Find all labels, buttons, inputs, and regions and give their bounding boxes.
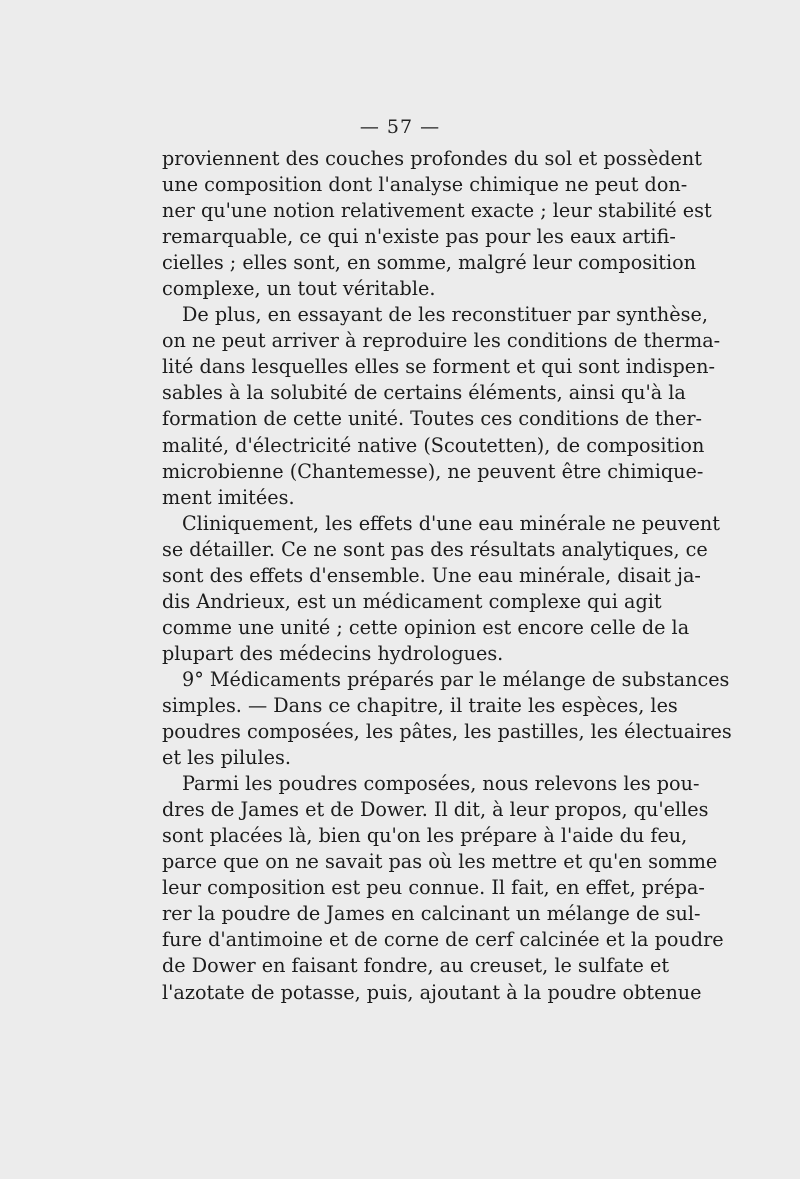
page-number: — 57 — (359, 116, 441, 138)
text-line: poudres composées, les pâtes, les pastilles, les électuaires (162, 720, 732, 744)
text-line: De plus, en essayant de les reconstituer par synthèse, (182, 303, 708, 327)
paragraph-1 (162, 146, 712, 302)
text-line: 9° Médicaments préparés par le mélange de substances (182, 667, 730, 691)
text-line: se détailler. Ce ne sont pas des résultats analytiques, ce (162, 537, 708, 561)
text-line: et les pilules. (162, 746, 291, 770)
text-line: on ne peut arriver à reproduire les conditions de therma- (162, 329, 721, 353)
text-line: ner qu'une notion relativement exacte ; leur stabilité est (162, 199, 712, 223)
text-line: rer la poudre de James en calcinant un mélange de sul- (162, 902, 701, 926)
text-line: sont des effets d'ensemble. Une eau minérale, disait ja- (162, 563, 701, 587)
text-line: formation de cette unité. Toutes ces conditions de ther- (162, 407, 703, 431)
body-text (162, 146, 732, 1006)
text-line: lité dans lesquelles elles se forment et qui sont indispen- (162, 355, 715, 379)
text-line: leur composition est peu connue. Il fait, en effet, prépa- (162, 876, 705, 900)
text-line: simples. — Dans ce chapitre, il traite les espèces, les (162, 693, 678, 717)
text-line: proviennent des couches profondes du sol et possèdent (162, 147, 702, 170)
text-line: plupart des médecins hydrologues. (162, 641, 504, 665)
text-line: parce que on ne savait pas où les mettre et qu'en somme (162, 850, 718, 874)
text-line: comme une unité ; cette opinion est encore celle de la (162, 615, 690, 639)
text-line: malité, d'électricité native (Scoutetten), de composition (162, 433, 705, 457)
text-line: dres de James et de Dower. Il dit, à leur propos, qu'elles (162, 798, 709, 822)
paragraph-4 (162, 667, 732, 771)
text-line: une composition dont l'analyse chimique ne peut don- (162, 173, 688, 197)
text-line: remarquable, ce qui n'existe pas pour les eaux artifi- (162, 225, 676, 249)
text-line: sont placées là, bien qu'on les prépare à l'aide du feu, (162, 824, 688, 848)
text-line: sables à la solubité de certains éléments, ainsi qu'à la (162, 381, 686, 405)
text-line: ment imitées. (162, 485, 295, 509)
paragraph-3 (162, 511, 720, 667)
text-line: cielles ; elles sont, en somme, malgré leur composition (162, 251, 696, 275)
paragraph-2 (162, 302, 721, 510)
text-line: Cliniquement, les effets d'une eau minérale ne peuvent (182, 511, 720, 535)
text-line: Parmi les poudres composées, nous relevons les pou- (182, 772, 700, 796)
text-line: fure d'antimoine et de corne de cerf calcinée et la poudre (162, 928, 724, 952)
text-line: dis Andrieux, est un médicament complexe qui agit (162, 589, 662, 613)
text-line: complexe, un tout véritable. (162, 277, 436, 301)
text-line: de Dower en faisant fondre, au creuset, le sulfate et (162, 954, 670, 978)
paragraph-5 (162, 771, 724, 1005)
text-line: l'azotate de potasse, puis, ajoutant à la poudre obtenue (162, 980, 702, 1004)
text-line: microbienne (Chantemesse), ne peuvent être chimique- (162, 459, 704, 483)
